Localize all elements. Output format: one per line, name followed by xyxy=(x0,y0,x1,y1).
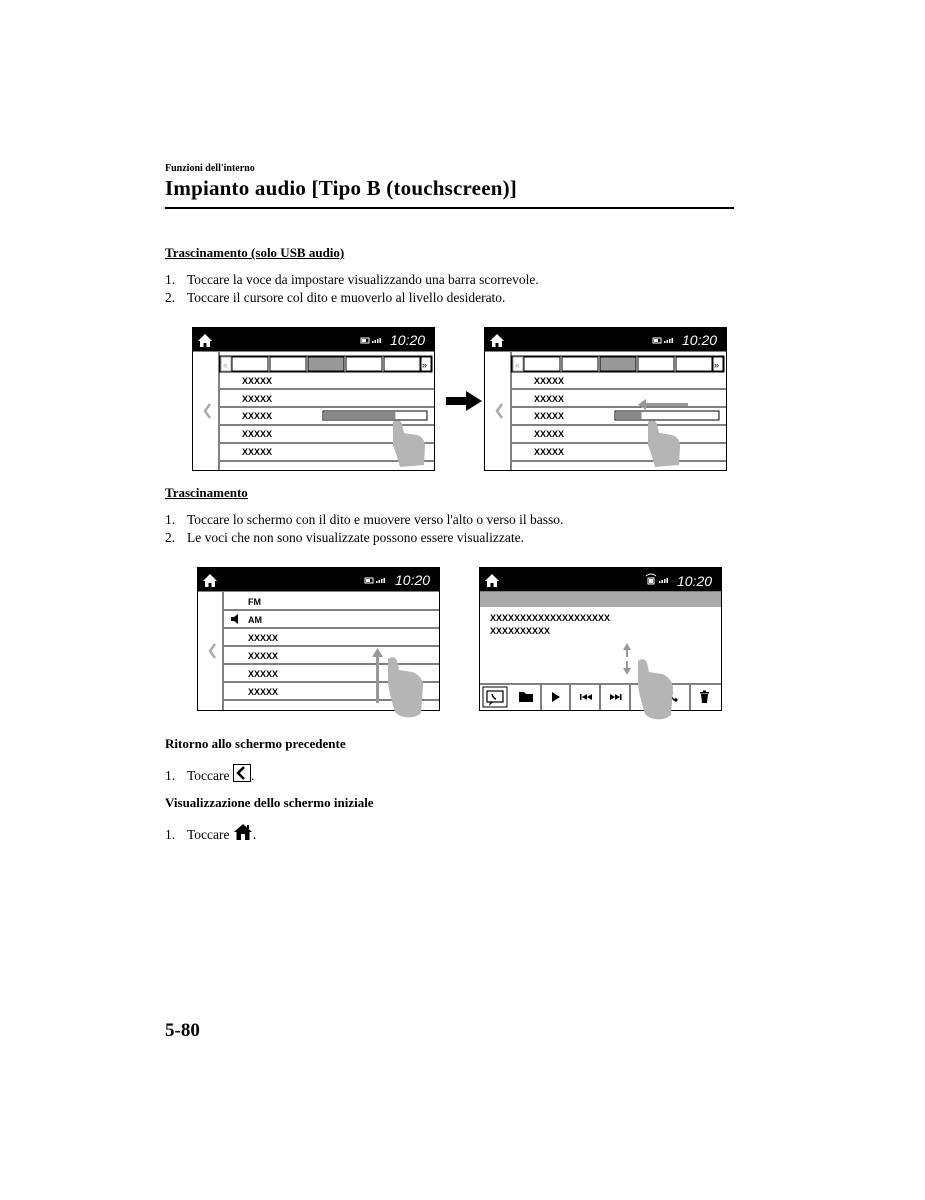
usb-slider-fill xyxy=(324,412,395,419)
svg-text:«: « xyxy=(223,360,229,370)
list-item[interactable]: XXXXX xyxy=(248,651,279,661)
usb-screen-after xyxy=(484,327,728,472)
home-icon xyxy=(233,823,253,841)
clock: 10:20 xyxy=(390,332,426,348)
list-item[interactable]: XXXXX xyxy=(248,633,279,643)
back-step-1: 1. Toccare . xyxy=(165,764,254,784)
tab-5[interactable] xyxy=(384,357,420,371)
drag-usb-step-1: 1. Toccare la voce da impostare visualizzando una barra scorrevole. xyxy=(165,272,539,287)
tab-1[interactable] xyxy=(232,357,268,371)
page-title: Impianto audio [Tipo B (touchscreen)] xyxy=(165,176,517,200)
message-header-bar xyxy=(480,592,721,607)
list-item[interactable]: XXXXX xyxy=(534,411,565,421)
list-item[interactable]: XXXXX xyxy=(242,411,273,421)
list-item[interactable]: XXXXX xyxy=(248,687,279,697)
folder-button[interactable] xyxy=(512,687,540,707)
tab-scroll-left-icon[interactable] xyxy=(221,357,231,371)
list-item[interactable]: XXXXX xyxy=(534,376,565,386)
message-screen xyxy=(479,567,724,727)
tab-scroll-right-icon[interactable] xyxy=(713,357,723,371)
svg-text:»: » xyxy=(422,360,428,370)
list-item-fm[interactable]: FM xyxy=(248,597,261,607)
list-item[interactable]: XXXXX xyxy=(534,429,565,439)
radio-screen xyxy=(197,567,442,722)
home-step-1: 1. Toccare . xyxy=(165,823,256,843)
home-heading: Visualizzazione dello schermo iniziale xyxy=(165,795,374,810)
message-line-2: XXXXXXXXXX xyxy=(490,626,551,636)
tab-4[interactable] xyxy=(346,357,382,371)
tab-3-active[interactable] xyxy=(308,357,344,371)
right-arrow-icon xyxy=(444,389,484,413)
usb-screen-before xyxy=(192,327,436,472)
message-reply-button[interactable] xyxy=(483,687,507,707)
list-item[interactable]: XXXXX xyxy=(242,429,273,439)
tab-scroll-right-icon[interactable] xyxy=(421,357,431,371)
list-item[interactable]: XXXXX xyxy=(242,447,273,457)
drag-usb-step-2: 2. Toccare il cursore col dito e muoverlo al livello desiderato. xyxy=(165,290,506,305)
list-item[interactable]: XXXXX xyxy=(248,669,279,679)
list-item[interactable]: XXXXX xyxy=(534,447,565,457)
section-label: Funzioni dell'interno xyxy=(165,163,255,174)
drag-step-2: 2. Le voci che non sono visualizzate possono essere visualizzate. xyxy=(165,530,525,545)
tab-3-active[interactable] xyxy=(600,357,636,371)
tab-scroll-left-icon[interactable] xyxy=(513,357,523,371)
tab-2[interactable] xyxy=(562,357,598,371)
clock: 10:20 xyxy=(682,332,718,348)
list-item[interactable]: XXXXX xyxy=(242,394,273,404)
drag-heading: Trascinamento xyxy=(165,485,248,500)
back-button-icon xyxy=(233,764,251,782)
title-divider xyxy=(165,207,734,209)
svg-text:«: « xyxy=(515,360,521,370)
clock: 10:20 xyxy=(677,573,713,589)
page-number: 5-80 xyxy=(165,1020,200,1041)
tab-5[interactable] xyxy=(676,357,712,371)
list-item[interactable]: XXXXX xyxy=(534,394,565,404)
clock: 10:20 xyxy=(395,572,431,588)
tab-4[interactable] xyxy=(638,357,674,371)
back-heading: Ritorno allo schermo precedente xyxy=(165,736,346,751)
tab-2[interactable] xyxy=(270,357,306,371)
drag-usb-heading: Trascinamento (solo USB audio) xyxy=(165,245,345,260)
message-line-1: XXXXXXXXXXXXXXXXXXXX xyxy=(490,613,611,623)
drag-step-1: 1. Toccare lo schermo con il dito e muovere verso l'alto o verso il basso. xyxy=(165,512,564,527)
svg-text:»: » xyxy=(714,360,720,370)
tab-1[interactable] xyxy=(524,357,560,371)
usb-slider-fill xyxy=(616,412,642,419)
list-item[interactable]: XXXXX xyxy=(242,376,273,386)
list-item-am[interactable]: AM xyxy=(248,615,262,625)
